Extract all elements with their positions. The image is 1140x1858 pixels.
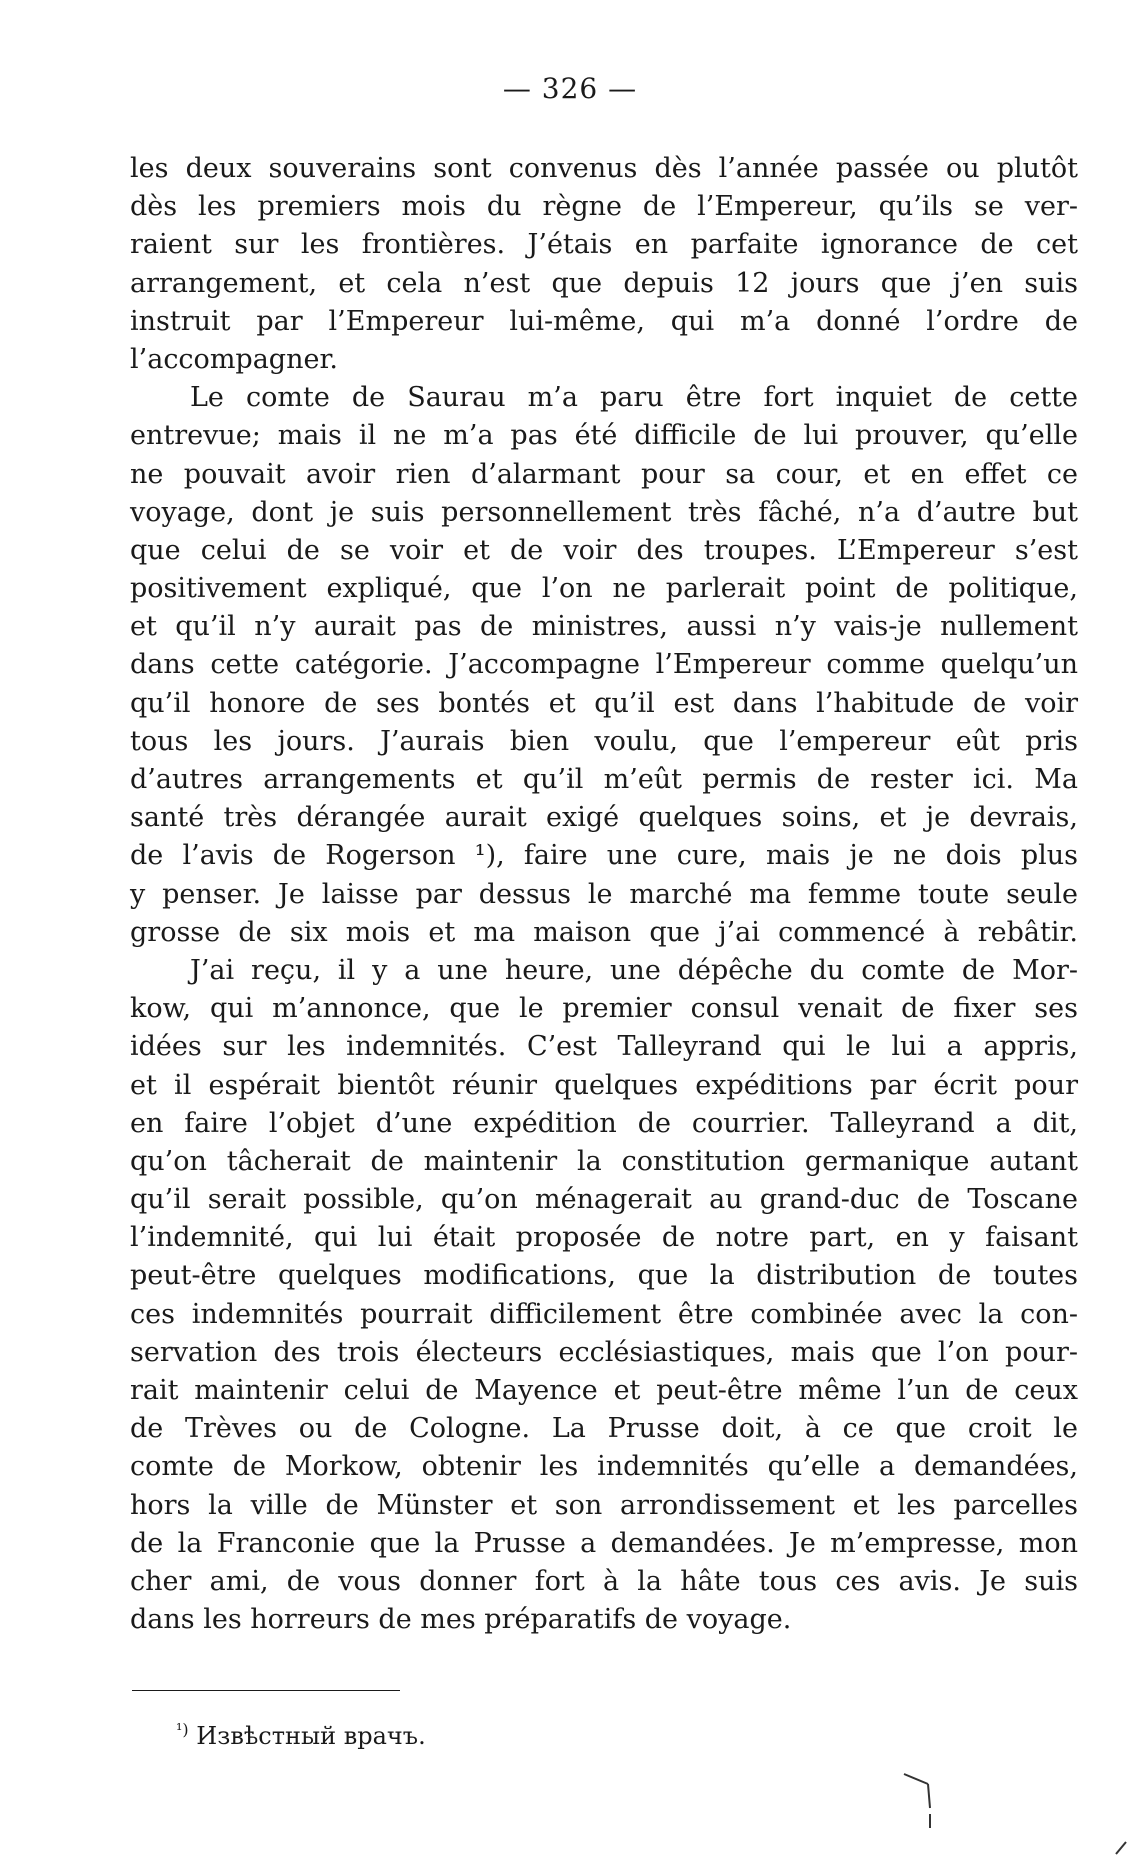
footnote (176, 1722, 426, 1750)
text-line: cher ami, de vous donner fort à la hâte tous ces avis. Je suis (130, 1565, 1078, 1597)
margin-mark-icon (900, 1770, 960, 1850)
text-line: Le comte de Saurau m’a paru être fort inquiet de cette (190, 382, 1078, 414)
page-number: — 326 — (502, 72, 638, 105)
text-line: raient sur les frontières. J’étais en parfaite ignorance de cet (130, 229, 1078, 261)
text-line: de Trèves ou de Cologne. La Prusse doit, à ce que croit le (130, 1413, 1078, 1445)
paragraph (130, 952, 1078, 1639)
text-line: instruit par l’Empereur lui-même, qui m’a donné l’ordre de (130, 305, 1078, 337)
text-line: d’autres arrangements et qu’il m’eût permis de rester ici. Ma (130, 764, 1078, 795)
text-line: dans cette catégorie. J’accompagne l’Empereur comme quelqu’un (130, 649, 1078, 681)
text-line: dès les premiers mois du règne de l’Empereur, qu’ils se ver- (130, 191, 1078, 223)
text-line: tous les jours. J’aurais bien voulu, que l’empereur eût pris (130, 725, 1078, 757)
text-line: de la Franconie que la Prusse a demandées. Je m’empresse, mon (130, 1527, 1078, 1559)
text-line: qu’on tâcherait de maintenir la constitution germanique autant (130, 1145, 1078, 1177)
text-line: entrevue; mais il ne m’a pas été difficile de lui prouver, qu’elle (130, 420, 1078, 452)
text-line: J’ai reçu, il y a une heure, une dépêche du comte de Mor- (190, 954, 1078, 986)
margin-mark-icon (1112, 1836, 1132, 1856)
text-line: et qu’il n’y aurait pas de ministres, aussi n’y vais-je nullement (130, 611, 1078, 643)
text-line: que celui de se voir et de voir des troupes. L’Empereur s’est (130, 534, 1078, 566)
body-text (130, 150, 1078, 1639)
text-line: y penser. Je laisse par dessus le marché ma femme toute seule (130, 878, 1078, 910)
text-line: qu’il honore de ses bontés et qu’il est dans l’habitude de voir (130, 687, 1078, 719)
footnote-text: Извѣстный врачъ. (196, 1722, 426, 1750)
text-line: kow, qui m’annonce, que le premier consul venait de fixer ses (130, 993, 1078, 1025)
footnote-divider (132, 1690, 400, 1691)
text-line: positivement expliqué, que l’on ne parlerait point de politique, (130, 573, 1078, 605)
text-line: hors la ville de Münster et son arrondissement et les parcelles (130, 1489, 1078, 1521)
text-line: l’indemnité, qui lui était proposée de notre part, en y faisant (130, 1222, 1078, 1254)
text-line: servation des trois électeurs ecclésiastiques, mais que l’on pour- (130, 1336, 1078, 1368)
text-line: et il espérait bientôt réunir quelques expéditions par écrit pour (130, 1069, 1078, 1101)
text-line: santé très dérangée aurait exigé quelques soins, et je devrais, (130, 802, 1078, 834)
text-line: ne pouvait avoir rien d’alarmant pour sa cour, et en effet ce (130, 458, 1078, 490)
footnote-marker: ¹) (176, 1720, 189, 1739)
text-line: les deux souverains sont convenus dès l’année passée ou plutôt (130, 153, 1078, 184)
text-line: en faire l’objet d’une expédition de courrier. Talleyrand a dit, (130, 1107, 1078, 1139)
text-line: grosse de six mois et ma maison que j’ai commencé à rebâtir. (130, 916, 1078, 948)
text-line: qu’il serait possible, qu’on ménagerait au grand-duc de Toscane (130, 1184, 1078, 1216)
text-line: comte de Morkow, obtenir les indemnités qu’elle a demandées, (130, 1451, 1078, 1483)
text-line: ces indemnités pourrait difficilement être combinée avec la con- (130, 1298, 1078, 1330)
text-line: dans les horreurs de mes préparatifs de voyage. (130, 1604, 792, 1636)
text-line: l’accompagner. (130, 343, 338, 375)
text-line: rait maintenir celui de Mayence et peut-être même l’un de ceux (130, 1375, 1078, 1406)
text-line: de l’avis de Rogerson ¹), faire une cure, mais je ne dois plus (130, 840, 1078, 872)
paragraph (130, 150, 1078, 379)
text-line: peut-être quelques modifications, que la distribution de toutes (130, 1260, 1078, 1292)
paragraph (130, 379, 1078, 952)
text-line: idées sur les indemnités. C’est Talleyrand qui le lui a appris, (130, 1031, 1078, 1063)
text-line: arrangement, et cela n’est que depuis 12 jours que j’en suis (130, 267, 1078, 299)
text-line: voyage, dont je suis personnellement très fâché, n’a d’autre but (130, 496, 1078, 528)
